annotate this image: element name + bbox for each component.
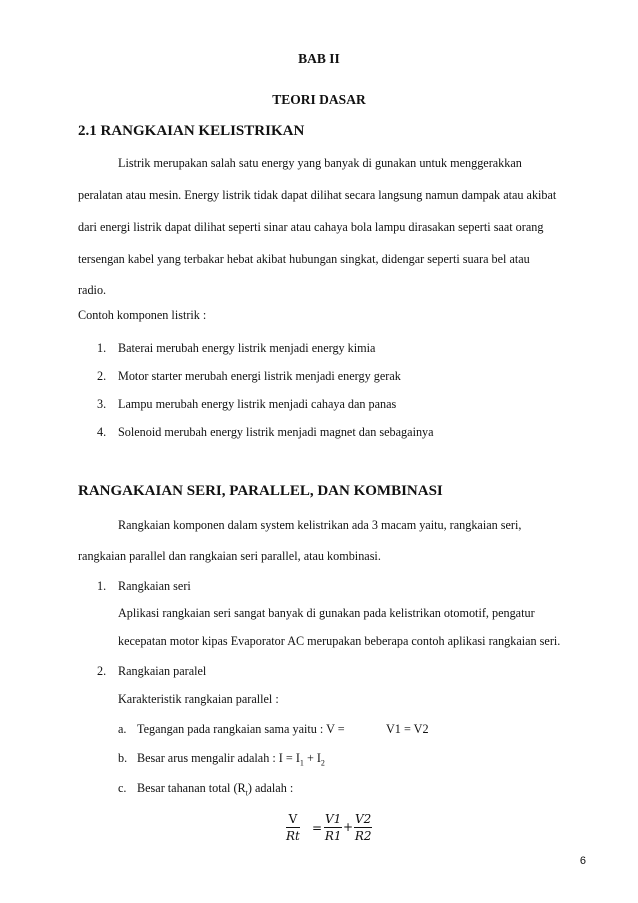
text: Besar tahanan total (R bbox=[137, 781, 246, 795]
list-number: 2. bbox=[97, 369, 107, 383]
list-number: 3. bbox=[97, 397, 107, 411]
list-item-title: Rangkaian paralel bbox=[118, 664, 207, 678]
list-item: Motor starter merubah energi listrik menjadi energy gerak bbox=[118, 369, 401, 383]
denominator: R1 bbox=[324, 829, 342, 843]
paragraph-line: Rangkaian komponen dalam system kelistrikan ada 3 macam yaitu, rangkaian seri, bbox=[118, 518, 522, 532]
list-item-title: Rangkaian seri bbox=[118, 579, 191, 593]
sub-list-letter: a. bbox=[118, 722, 127, 736]
sub-list-item bbox=[137, 751, 325, 770]
list-item: Solenoid merubah energy listrik menjadi magnet dan sebagainya bbox=[118, 425, 434, 439]
chapter-label: BAB II bbox=[298, 51, 340, 66]
list-number: 1. bbox=[97, 341, 107, 355]
denominator: R2 bbox=[354, 829, 372, 843]
fraction bbox=[286, 812, 300, 843]
paragraph-line: peralatan atau mesin. Energy listrik tidak dapat dilihat secara langsung namun dampak atau akibat bbox=[78, 188, 557, 202]
denominator: Rt bbox=[286, 829, 300, 843]
numerator: V2 bbox=[355, 812, 372, 826]
numerator: V bbox=[286, 812, 300, 828]
fraction bbox=[324, 812, 342, 843]
sub-list-item bbox=[137, 781, 293, 800]
sub-list-item-equation: V1 = V2 bbox=[386, 722, 429, 736]
sub-list-letter: b. bbox=[118, 751, 128, 765]
page-number: 6 bbox=[579, 855, 586, 867]
subscript: 1 bbox=[299, 758, 304, 768]
text: + I bbox=[303, 751, 321, 765]
list-number: 1. bbox=[97, 579, 107, 593]
subscript: t bbox=[245, 788, 248, 798]
subtitle: Karakteristik rangkaian parallel : bbox=[118, 692, 279, 706]
sub-list-letter: c. bbox=[118, 781, 127, 795]
equals-sign: = bbox=[312, 821, 323, 835]
text: Besar arus mengalir adalah : I = I bbox=[137, 751, 300, 765]
paragraph-line: tersengan kabel yang terbakar hebat akibat hubungan singkat, didengar seperti suara bel atau bbox=[78, 252, 530, 266]
subscript: 2 bbox=[320, 758, 325, 768]
fraction bbox=[354, 812, 372, 843]
numerator: V1 bbox=[325, 812, 342, 826]
chapter-title: TEORI DASAR bbox=[272, 92, 366, 107]
section-heading: RANGAKAIAN SERI, PARALLEL, DAN KOMBINASI bbox=[78, 483, 443, 499]
resistance-formula bbox=[280, 812, 380, 848]
paragraph-line: Aplikasi rangkaian seri sangat banyak di gunakan pada kelistrikan otomotif, pengatur bbox=[118, 606, 535, 620]
list-item: Baterai merubah energy listrik menjadi energy kimia bbox=[118, 341, 376, 355]
section-heading: 2.1 RANGKAIAN KELISTRIKAN bbox=[78, 123, 305, 139]
examples-label: Contoh komponen listrik : bbox=[78, 308, 207, 322]
list-number: 2. bbox=[97, 664, 107, 678]
sub-list-item: Tegangan pada rangkaian sama yaitu : V = bbox=[137, 722, 345, 736]
paragraph-line: rangkaian parallel dan rangkaian seri parallel, atau kombinasi. bbox=[78, 549, 381, 563]
paragraph-line: dari energi listrik dapat dilihat seperti sinar atau cahaya bola lampu dirasakan seperti saat orang bbox=[78, 220, 544, 234]
paragraph-line: kecepatan motor kipas Evaporator AC merupakan beberapa contoh aplikasi rangkaian seri. bbox=[118, 634, 561, 648]
text: ) adalah : bbox=[247, 781, 294, 795]
plus-sign: + bbox=[343, 820, 354, 834]
list-number: 4. bbox=[97, 425, 107, 439]
list-item: Lampu merubah energy listrik menjadi cahaya dan panas bbox=[118, 397, 397, 411]
paragraph-line: radio. bbox=[78, 283, 107, 297]
paragraph-line: Listrik merupakan salah satu energy yang banyak di gunakan untuk menggerakkan bbox=[118, 156, 522, 170]
